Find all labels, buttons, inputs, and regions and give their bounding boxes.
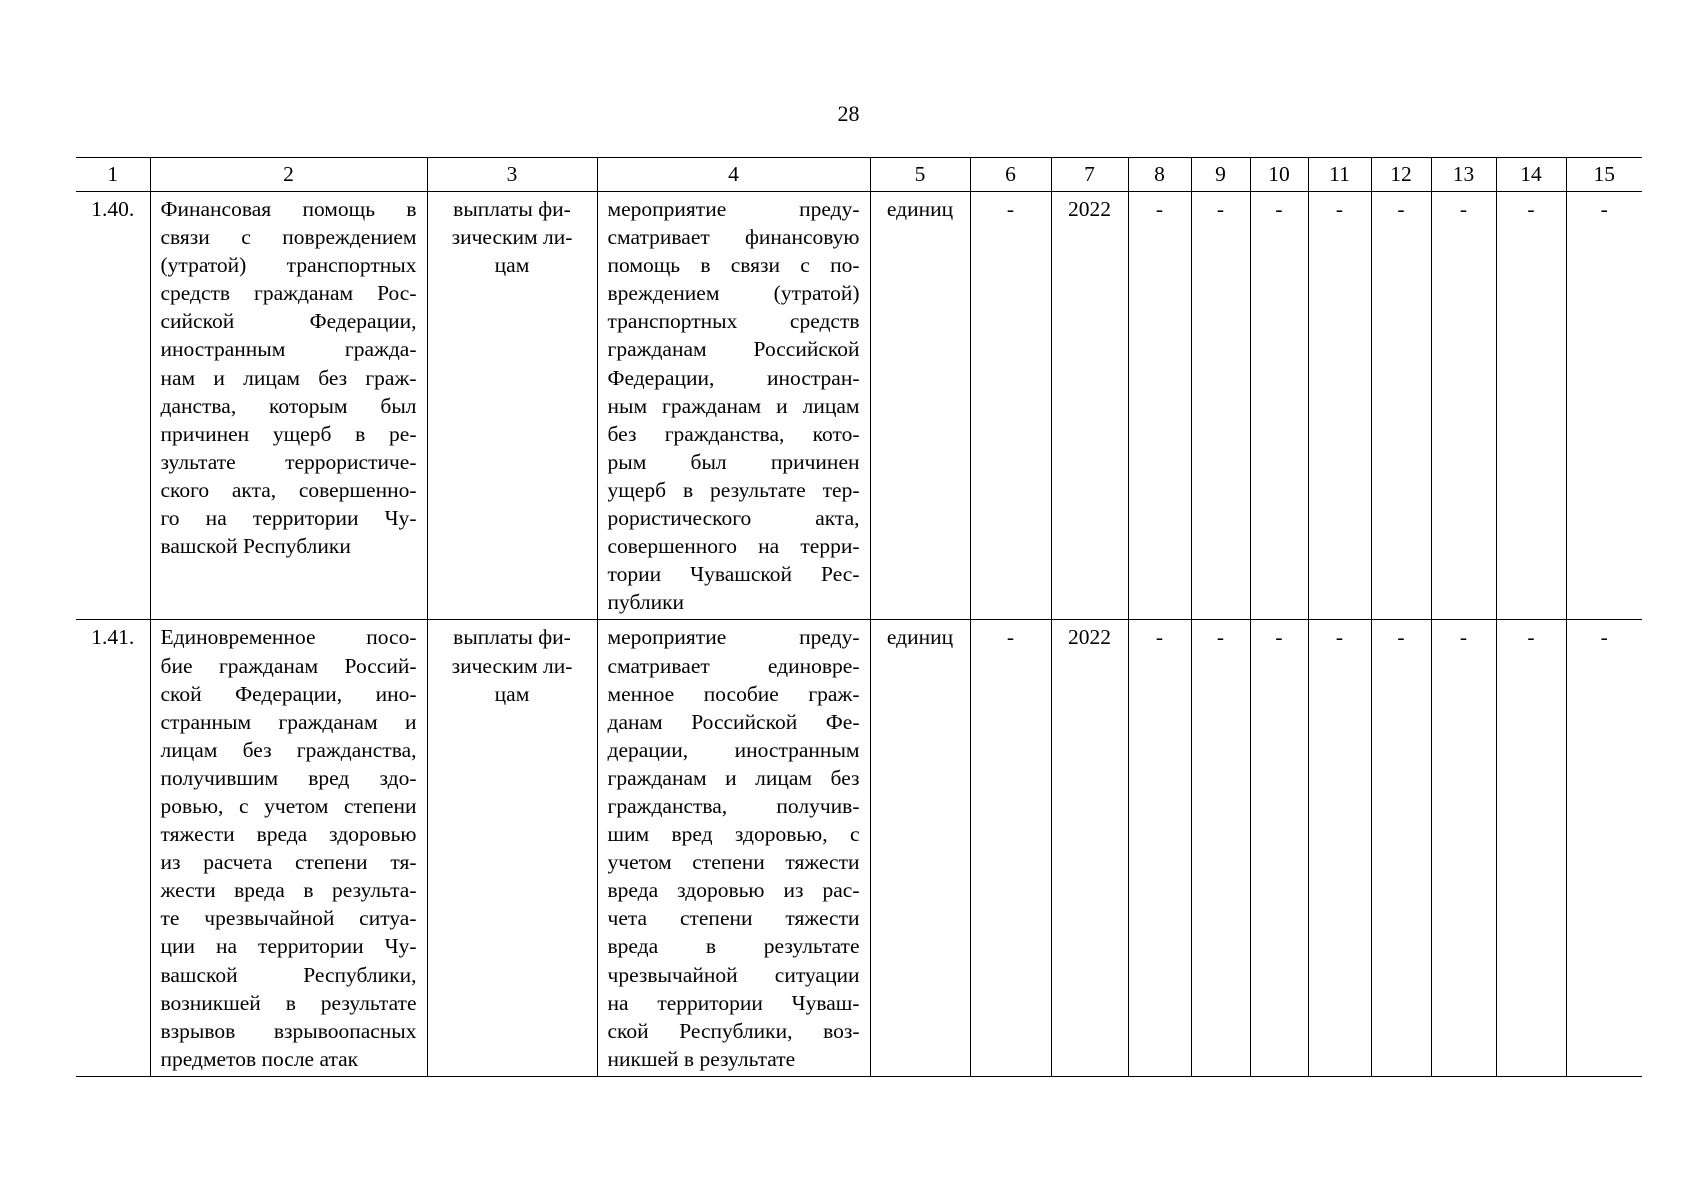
column-header-5: 5 <box>870 158 970 192</box>
measure-type-line: выплаты фи- <box>453 197 571 221</box>
measure-description <box>597 620 870 1077</box>
value-cell-13: - <box>1431 192 1496 620</box>
header-row <box>76 158 1642 192</box>
measure-type-line: цам <box>494 681 530 706</box>
value-cell-12: - <box>1371 192 1431 620</box>
measure-type-line: зическим ли- <box>451 225 573 250</box>
measure-name-line: нам и лицам без граж- <box>160 365 417 390</box>
measure-name-line: странным гражданам и <box>160 709 417 734</box>
measure-description-line: гражданам Российской <box>607 337 860 362</box>
value-cell-11: - <box>1308 620 1371 1077</box>
value-cell-11: - <box>1308 192 1371 620</box>
measure-name-line: Финансовая помощь в <box>160 197 417 221</box>
measure-name-line: причинен ущерб в ре- <box>160 421 417 446</box>
measure-name-line: иностранным гражда- <box>160 337 417 362</box>
measure-name <box>150 620 427 1077</box>
value-cell-10: - <box>1250 620 1308 1077</box>
measure-name <box>150 192 427 620</box>
column-header-7: 7 <box>1051 158 1128 192</box>
column-header-12: 12 <box>1371 158 1431 192</box>
measure-description-line: тории Чувашской Рес- <box>607 562 860 587</box>
measure-description-line: шим вред здоровью, с <box>607 822 860 847</box>
measure-description-line: ущерб в результате тер- <box>607 477 860 502</box>
measure-description-line: вреда здоровью из рас- <box>607 878 860 903</box>
year-cell: 2022 <box>1051 192 1128 620</box>
measure-name-line: лицам без гражданства, <box>160 737 417 762</box>
measure-description-line: учетом степени тяжести <box>607 850 860 875</box>
measure-name-line: взрывов взрывоопасных <box>160 1018 417 1043</box>
measure-description-line: совершенного на терри- <box>607 534 860 559</box>
measure-description-line: публики <box>607 590 685 615</box>
measure-description-line: мероприятие преду- <box>607 625 860 650</box>
column-header-3: 3 <box>427 158 597 192</box>
measure-description-line: рым был причинен <box>607 449 860 474</box>
measure-description-line: дерации, иностранным <box>607 737 860 762</box>
value-cell-6: - <box>970 620 1051 1077</box>
measure-name-line: данства, которым был <box>160 393 417 418</box>
column-header-14: 14 <box>1496 158 1566 192</box>
measure-name-line: средств гражданам Рос- <box>160 281 417 306</box>
column-header-1: 1 <box>76 158 150 192</box>
measure-name-line: го на территории Чу- <box>160 506 417 531</box>
measure-description-line: сматривает финансовую <box>607 225 860 250</box>
column-header-10: 10 <box>1250 158 1308 192</box>
measure-name-line: тяжести вреда здоровью <box>160 822 417 847</box>
measure-description-line: данам Российской Фе- <box>607 709 860 734</box>
measure-name-line: сийской Федерации, <box>160 309 417 334</box>
measure-name-line: вашской Республики, <box>160 962 417 987</box>
table-row <box>76 192 1642 620</box>
column-header-2: 2 <box>150 158 427 192</box>
unit-cell: единиц <box>870 192 970 620</box>
column-header-13: 13 <box>1431 158 1496 192</box>
column-header-8: 8 <box>1128 158 1191 192</box>
measure-description-line: никшей в результате <box>607 1046 796 1071</box>
measure-description-line: чета степени тяжести <box>607 906 860 931</box>
measure-name-line: из расчета степени тя- <box>160 850 417 875</box>
measure-name-line: жести вреда в результа- <box>160 878 417 903</box>
column-header-9: 9 <box>1191 158 1250 192</box>
value-cell-15: - <box>1566 620 1642 1077</box>
measure-description-line: менное пособие граж- <box>607 681 860 706</box>
value-cell-12: - <box>1371 620 1431 1077</box>
value-cell-9: - <box>1191 192 1250 620</box>
measure-description-line: без гражданства, кото- <box>607 421 860 446</box>
measure-type-line: зическим ли- <box>451 653 573 678</box>
table-row <box>76 620 1642 1077</box>
page-number: 28 <box>837 101 860 126</box>
measure-name-line: ровью, с учетом степени <box>160 793 417 818</box>
measure-name-line: те чрезвычайной ситуа- <box>160 906 417 931</box>
value-cell-14: - <box>1496 192 1566 620</box>
measure-name-line: ского акта, совершенно- <box>160 477 417 502</box>
measure-name-line: получившим вред здо- <box>160 765 417 790</box>
measure-description-line: вреждением (утратой) <box>607 281 860 306</box>
measure-description-line: транспортных средств <box>607 309 860 334</box>
measure-description-line: рористического акта, <box>607 506 860 531</box>
column-header-15: 15 <box>1566 158 1642 192</box>
measure-name-line: вашской Республики <box>160 534 351 559</box>
measure-description-line: Федерации, иностран- <box>607 365 860 390</box>
measure-name-line: ской Федерации, ино- <box>160 681 417 706</box>
measure-type <box>427 192 597 620</box>
measure-description-line: гражданам и лицам без <box>607 765 860 790</box>
measure-name-line: Единовременное посо- <box>160 625 417 650</box>
column-header-11: 11 <box>1308 158 1371 192</box>
measure-name-line: связи с повреждением <box>160 225 417 250</box>
measures-table <box>76 157 1642 1077</box>
measure-name-line: бие гражданам Россий- <box>160 653 417 678</box>
column-header-6: 6 <box>970 158 1051 192</box>
measure-description-line: помощь в связи с по- <box>607 253 860 278</box>
measure-name-line: предметов после атак <box>160 1046 359 1071</box>
measure-description-line: вреда в результате <box>607 934 860 959</box>
measure-name-line: возникшей в результате <box>160 990 417 1015</box>
measure-description-line: сматривает единовре- <box>607 653 860 678</box>
value-cell-8: - <box>1128 192 1191 620</box>
value-cell-8: - <box>1128 620 1191 1077</box>
value-cell-15: - <box>1566 192 1642 620</box>
measure-description-line: гражданства, получив- <box>607 793 860 818</box>
value-cell-13: - <box>1431 620 1496 1077</box>
value-cell-14: - <box>1496 620 1566 1077</box>
measure-type-line: выплаты фи- <box>453 625 571 650</box>
measure-name-line: ции на территории Чу- <box>160 934 417 959</box>
unit-cell: единиц <box>870 620 970 1077</box>
measure-description <box>597 192 870 620</box>
value-cell-6: - <box>970 192 1051 620</box>
measure-description-line: мероприятие преду- <box>607 197 860 221</box>
measure-name-line: (утратой) транспортных <box>160 253 417 278</box>
measure-description-line: чрезвычайной ситуации <box>607 962 860 987</box>
measure-description-line: ным гражданам и лицам <box>607 393 860 418</box>
value-cell-10: - <box>1250 192 1308 620</box>
measure-type-line: цам <box>494 253 530 278</box>
measure-description-line: ской Республики, воз- <box>607 1018 860 1043</box>
column-header-4: 4 <box>597 158 870 192</box>
value-cell-9: - <box>1191 620 1250 1077</box>
row-number: 1.40. <box>76 192 150 620</box>
row-number: 1.41. <box>76 620 150 1077</box>
measure-description-line: на территории Чуваш- <box>607 990 860 1015</box>
year-cell: 2022 <box>1051 620 1128 1077</box>
measure-type <box>427 620 597 1077</box>
measure-name-line: зультате террористиче- <box>160 449 417 474</box>
